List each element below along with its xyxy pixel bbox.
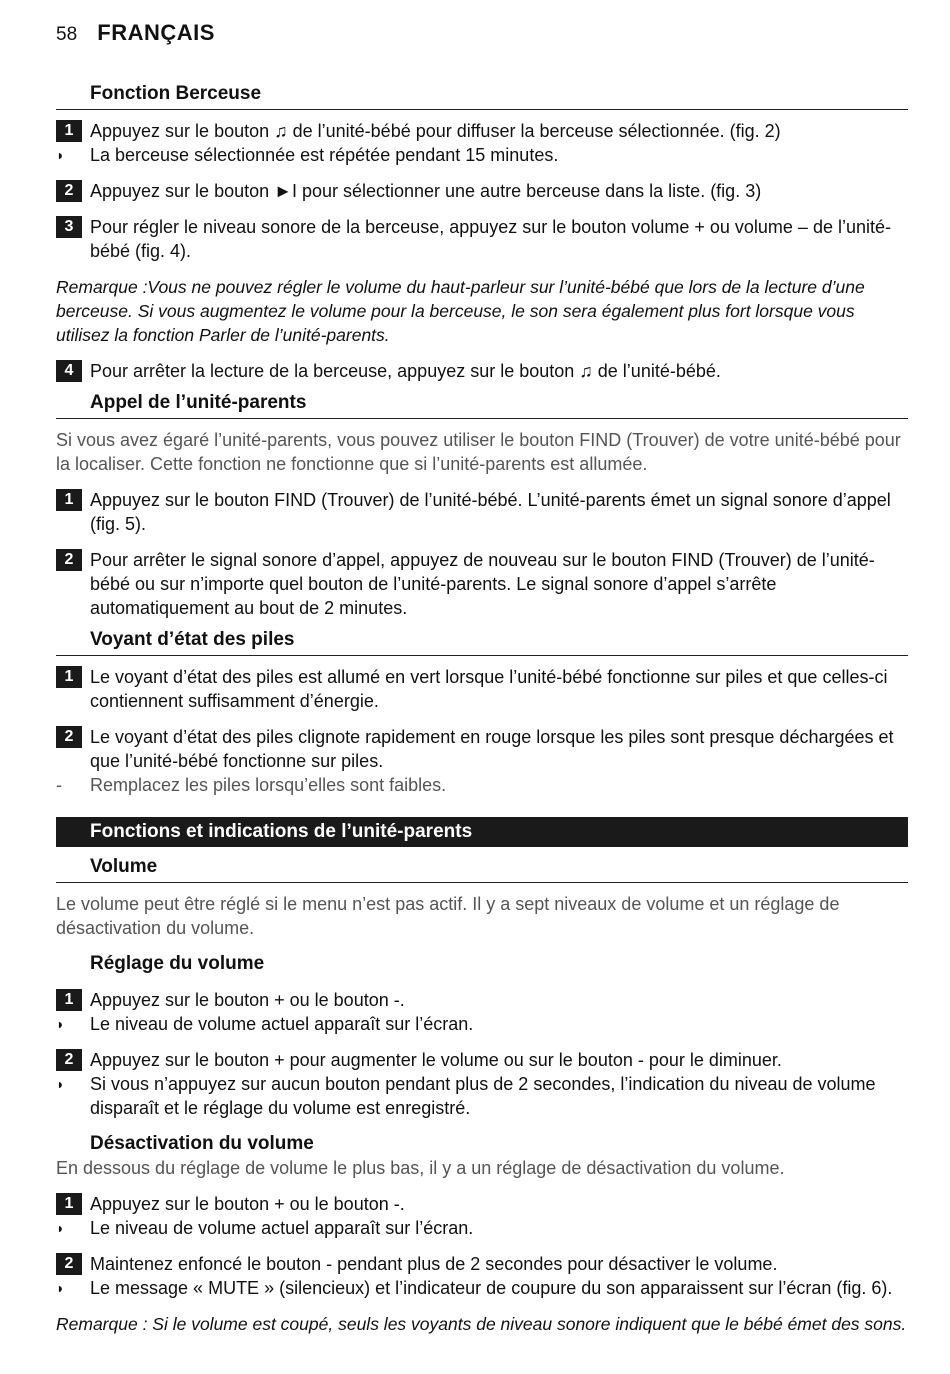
- step: [56, 179, 908, 203]
- paragraph: Le volume peut être réglé si le menu n’est pas actif. Il y a sept niveaux de volume et un réglage de désactivation du volume.: [56, 894, 840, 938]
- step-number: 2: [56, 1253, 82, 1275]
- step-text: Le voyant d’état des piles clignote rapidement en rouge lorsque les piles sont presque déchargées et que l’unité-bébé fonctionne sur piles.: [90, 727, 894, 771]
- step: [56, 1252, 908, 1276]
- step-number: 2: [56, 549, 82, 571]
- step: [56, 665, 908, 713]
- step-text: Appuyez sur le bouton + ou le bouton -.: [90, 990, 405, 1010]
- result-line: [56, 1072, 908, 1120]
- step-text: Pour arrêter le signal sonore d’appel, appuyez de nouveau sur le bouton FIND (Trouver) de l’unité-bébé ou sur n’importe quel bouton de l’unité-parents. Le signal sonore d’appel s’arrête automatiquement au bout de 2 minutes.: [90, 550, 875, 618]
- step-text: Pour arrêter la lecture de la berceuse, appuyez sur le bouton ♫ de l’unité-bébé.: [90, 361, 721, 381]
- step-text: Appuyez sur le bouton + ou le bouton -.: [90, 1194, 405, 1214]
- result-bullet-icon: ◗: [56, 1280, 65, 1296]
- step: [56, 548, 908, 620]
- step-text: Appuyez sur le bouton FIND (Trouver) de l’unité-bébé. L’unité-parents émet un signal sonore d’appel (fig. 5).: [90, 490, 891, 534]
- subheading-desactivation: Désactivation du volume: [90, 1133, 314, 1154]
- step-number: 1: [56, 489, 82, 511]
- paragraph: En dessous du réglage de volume le plus bas, il y a un réglage de désactivation du volume.: [56, 1158, 785, 1178]
- result-bullet-icon: ◗: [56, 1220, 65, 1236]
- step-number: 1: [56, 1193, 82, 1215]
- page-content: [56, 82, 908, 1348]
- step: [56, 988, 908, 1012]
- dash-item: [56, 773, 908, 797]
- step: [56, 1192, 908, 1216]
- step-text: Maintenez enfoncé le bouton - pendant plus de 2 secondes pour désactiver le volume.: [90, 1254, 778, 1274]
- paragraph: Si vous avez égaré l’unité-parents, vous pouvez utiliser le bouton FIND (Trouver) de votre unité-bébé pour la localiser. Cette fonction ne fonctionne que si l’unité-parents est allumée.: [56, 430, 901, 474]
- result-bullet-icon: ◗: [56, 1076, 65, 1092]
- step: [56, 359, 908, 383]
- note: Remarque : Si le volume est coupé, seuls les voyants de niveau sonore indiquent que le bébé émet des sons.: [56, 1314, 907, 1334]
- result-line: [56, 143, 908, 167]
- section-heading-piles: Voyant d’état des piles: [56, 628, 908, 656]
- section-heading-appel: Appel de l’unité-parents: [56, 391, 908, 419]
- step-text: Pour régler le niveau sonore de la berceuse, appuyez sur le bouton volume + ou volume – de l’unité-bébé (fig. 4).: [90, 217, 891, 261]
- note: Remarque :Vous ne pouvez régler le volume du haut-parleur sur l’unité-bébé que lors de la lecture d’une berceuse. Si vous augmentez le volume pour la berceuse, le son sera également plus fort lorsque vous utilisez la fonction Parler de l’unité-parents.: [56, 277, 865, 345]
- step-text: Appuyez sur le bouton ♫ de l’unité-bébé pour diffuser la berceuse sélectionnée. (fig. 2): [90, 121, 781, 141]
- step: [56, 215, 908, 263]
- result-text: La berceuse sélectionnée est répétée pendant 15 minutes.: [90, 145, 559, 165]
- step: [56, 1048, 908, 1072]
- step-text: Le voyant d’état des piles est allumé en vert lorsque l’unité-bébé fonctionne sur piles et que celles-ci contiennent suffisamment d’énergie.: [90, 667, 888, 711]
- step-number: 1: [56, 120, 82, 142]
- step-number: 3: [56, 216, 82, 238]
- dash-text: Remplacez les piles lorsqu’elles sont faibles.: [90, 775, 447, 795]
- step: [56, 488, 908, 536]
- step: [56, 725, 908, 773]
- language-title: FRANÇAIS: [97, 20, 215, 45]
- result-line: [56, 1276, 908, 1300]
- chapter-banner: Fonctions et indications de l’unité-parents: [56, 817, 908, 847]
- section-heading-volume: Volume: [56, 855, 908, 883]
- result-line: [56, 1216, 908, 1240]
- step-number: 1: [56, 666, 82, 688]
- result-text: Le message « MUTE » (silencieux) et l’indicateur de coupure du son apparaissent sur l’écran (fig. 6).: [90, 1278, 893, 1298]
- result-bullet-icon: ◗: [56, 1016, 65, 1032]
- result-text: Le niveau de volume actuel apparaît sur l’écran.: [90, 1014, 474, 1034]
- result-text: Le niveau de volume actuel apparaît sur l’écran.: [90, 1218, 474, 1238]
- step-number: 4: [56, 360, 82, 382]
- step-text: Appuyez sur le bouton ►I pour sélectionner une autre berceuse dans la liste. (fig. 3): [90, 181, 762, 201]
- step: [56, 119, 908, 143]
- section-heading-berceuse: Fonction Berceuse: [56, 82, 908, 110]
- page-header: [56, 20, 215, 46]
- result-bullet-icon: ◗: [56, 147, 65, 163]
- step-number: 2: [56, 180, 82, 202]
- step-number: 1: [56, 989, 82, 1011]
- step-number: 2: [56, 1049, 82, 1071]
- page-number: 58: [56, 24, 78, 45]
- subheading-reglage: Réglage du volume: [90, 953, 265, 974]
- result-line: [56, 1012, 908, 1036]
- step-number: 2: [56, 726, 82, 748]
- step-text: Appuyez sur le bouton + pour augmenter le volume ou sur le bouton - pour le diminuer.: [90, 1050, 782, 1070]
- result-text: Si vous n’appuyez sur aucun bouton pendant plus de 2 secondes, l’indication du niveau de volume disparaît et le réglage du volume est enregistré.: [90, 1074, 876, 1118]
- dash-mark: -: [56, 775, 62, 795]
